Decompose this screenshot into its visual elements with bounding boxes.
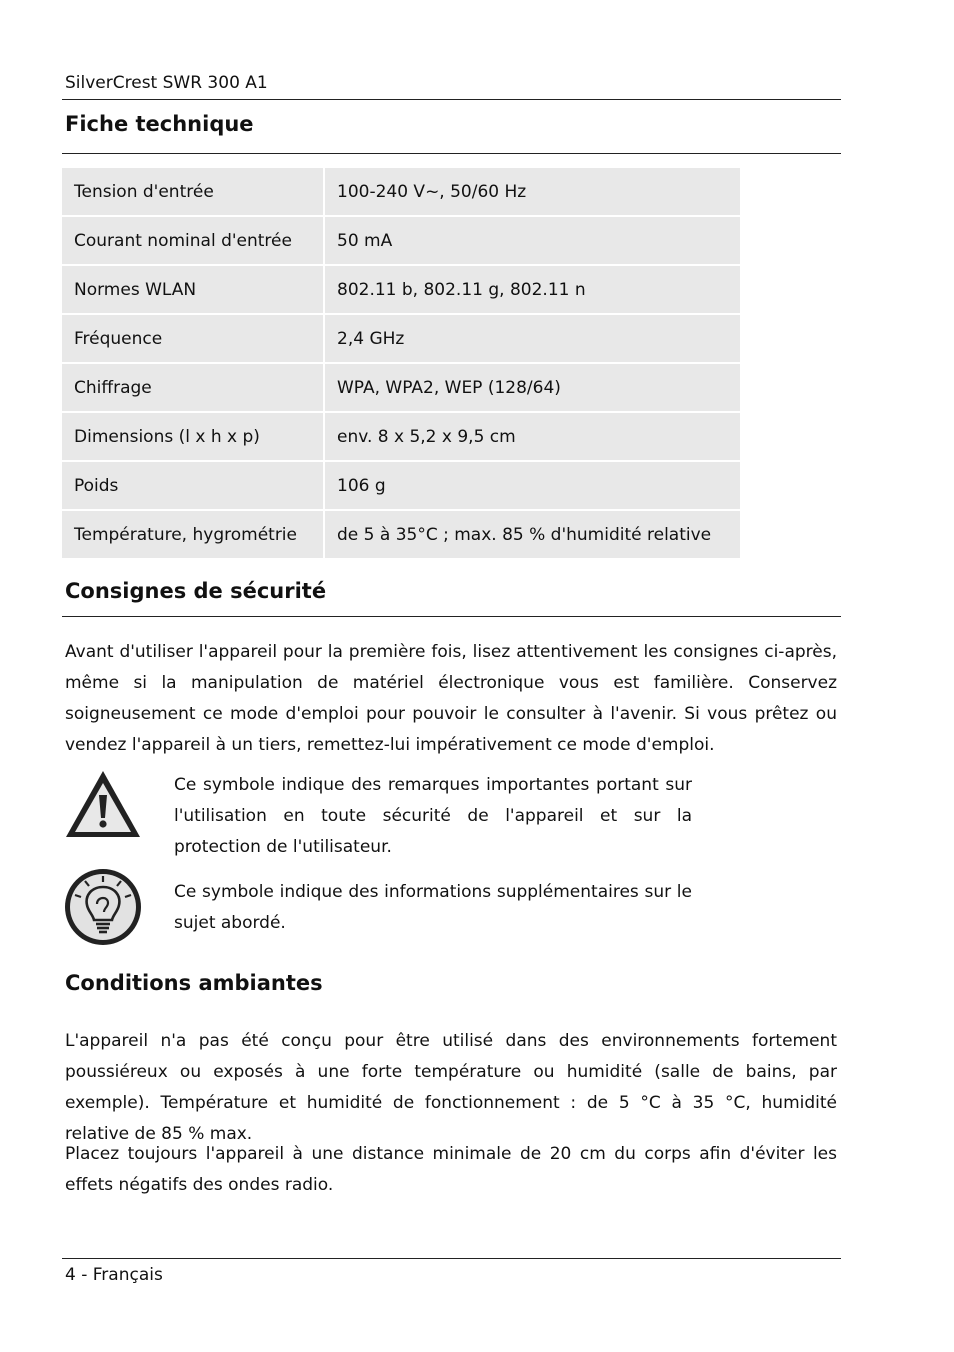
spec-value: env. 8 x 5,2 x 9,5 cm [325, 413, 740, 462]
section-title-tech: Fiche technique [65, 112, 254, 136]
spec-value: 2,4 GHz [325, 315, 740, 364]
spec-label: Tension d'entrée [62, 168, 325, 217]
table-row [62, 413, 740, 462]
section-title-ambient: Conditions ambiantes [65, 971, 323, 995]
spec-value: de 5 à 35°C ; max. 85 % d'humidité relative [325, 511, 740, 560]
spec-label: Chiffrage [62, 364, 325, 413]
spec-value: 100-240 V~, 50/60 Hz [325, 168, 740, 217]
warning-triangle-icon [63, 768, 143, 840]
page-footer: 4 - Français [65, 1265, 163, 1285]
running-header: SilverCrest SWR 300 A1 [65, 73, 268, 93]
table-row [62, 511, 740, 560]
spec-label: Température, hygrométrie [62, 511, 325, 560]
table-row [62, 266, 740, 315]
table-row [62, 168, 740, 217]
spec-label: Poids [62, 462, 325, 511]
spec-table [62, 168, 740, 560]
section-rule [62, 616, 841, 617]
ambient-paragraph-2: Placez toujours l'appareil à une distance minimale de 20 cm du corps afin d'éviter les effets négatifs des ondes radio. [65, 1144, 837, 1195]
spec-value: 50 mA [325, 217, 740, 266]
table-row [62, 364, 740, 413]
spec-value: 106 g [325, 462, 740, 511]
warning-note: Ce symbole indique des remarques importantes portant sur l'utilisation en toute sécurité de l'appareil et sur la protection de l'utilisateur. [174, 775, 692, 857]
table-row [62, 217, 740, 266]
section-title-safety: Consignes de sécurité [65, 579, 327, 603]
section-rule [62, 153, 841, 154]
spec-label: Dimensions (l x h x p) [62, 413, 325, 462]
spec-value: 802.11 b, 802.11 g, 802.11 n [325, 266, 740, 315]
header-rule [62, 99, 841, 100]
info-note: Ce symbole indique des informations supplémentaires sur le sujet abordé. [174, 882, 692, 933]
spec-label: Courant nominal d'entrée [62, 217, 325, 266]
spec-label: Fréquence [62, 315, 325, 364]
lightbulb-icon [63, 867, 143, 947]
footer-rule [62, 1258, 841, 1259]
safety-intro: Avant d'utiliser l'appareil pour la première fois, lisez attentivement les consignes ci-après, même si la manipulation de matériel électronique vous est familière. Conservez soigneusement ce mode d'emploi pour pouvoir le consulter à l'avenir. Si vous prêtez ou vendez l'appareil à un tiers, remettez-lui impérativement ce mode d'emploi. [65, 642, 837, 755]
spec-value: WPA, WPA2, WEP (128/64) [325, 364, 740, 413]
table-row [62, 315, 740, 364]
ambient-paragraph-1: L'appareil n'a pas été conçu pour être utilisé dans des environnements fortement poussiéreux ou exposés à une forte température ou humidité (salle de bains, par exemple). Température et humidité de fonctionnement : de 5 °C à 35 °C, humidité relative de 85 % max. [65, 1031, 837, 1144]
spec-label: Normes WLAN [62, 266, 325, 315]
table-row [62, 462, 740, 511]
